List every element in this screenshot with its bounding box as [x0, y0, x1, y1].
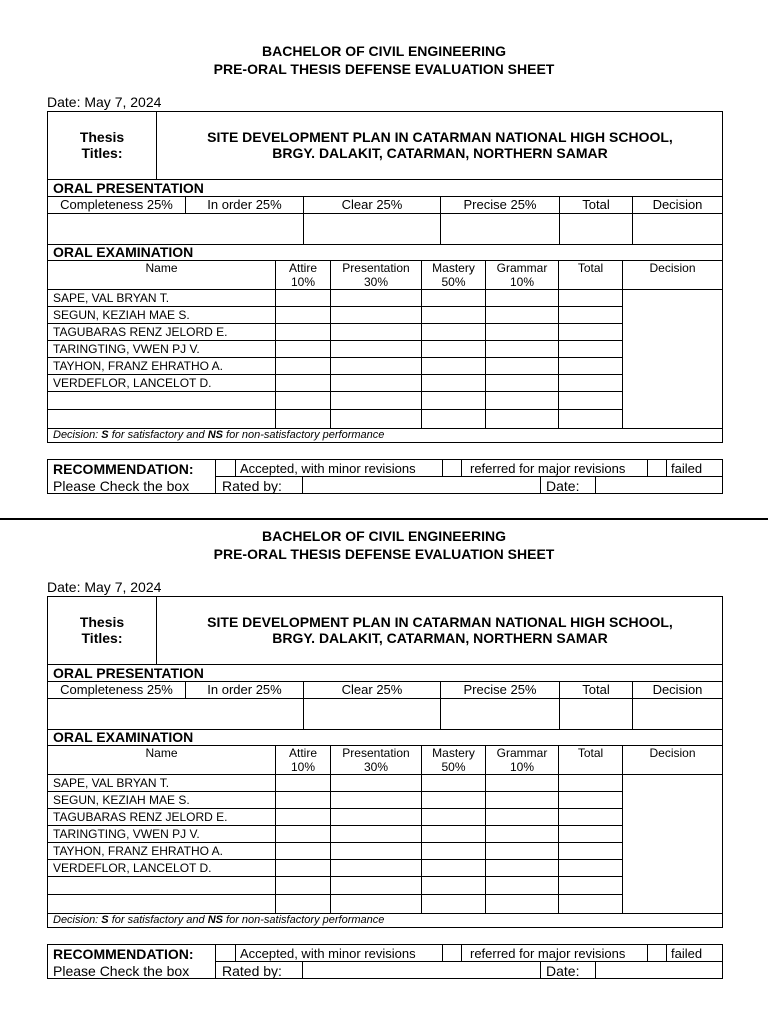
recommendation-label: RECOMMENDATION:: [53, 946, 194, 962]
checkbox-major-revisions[interactable]: [443, 460, 461, 476]
student-name: TARINGTING, VWEN PJ V.: [53, 827, 200, 841]
recommendation-table: [47, 944, 723, 979]
col-completeness: Completeness 25%: [60, 197, 173, 212]
oral-examination-heading: ORAL EXAMINATION: [53, 244, 194, 260]
student-name: TAYHON, FRANZ EHRATHO A.: [53, 359, 224, 373]
student-name: TARINGTING, VWEN PJ V.: [53, 342, 200, 356]
col-grammar: Grammar: [496, 261, 548, 275]
student-name: TAYHON, FRANZ EHRATHO A.: [53, 844, 224, 858]
sheet-heading-program: BACHELOR OF CIVIL ENGINEERING: [262, 528, 506, 544]
option-major-revisions: referred for major revisions: [470, 946, 626, 961]
col-exam-total: Total: [577, 746, 604, 760]
rec-date-label: Date:: [546, 963, 580, 979]
col-attire: Attire: [288, 261, 317, 275]
checkbox-minor-revisions[interactable]: [216, 945, 235, 961]
col-mastery-pct: 50%: [441, 760, 466, 774]
col-exam-decision: Decision: [649, 261, 696, 275]
thesis-title-2: BRGY. DALAKIT, CATARMAN, NORTHERN SAMAR: [272, 145, 608, 161]
option-minor-revisions: Accepted, with minor revisions: [240, 461, 416, 476]
thesis-title: SITE DEVELOPMENT PLAN IN CATARMAN NATIONAL HIGH SCHOOL,: [207, 614, 673, 630]
student-name: VERDEFLOR, LANCELOT D.: [53, 861, 212, 875]
recommendation-label: RECOMMENDATION:: [53, 461, 194, 477]
option-failed: failed: [671, 946, 703, 961]
oral-presentation-heading: ORAL PRESENTATION: [53, 180, 204, 196]
page-separator: [0, 518, 768, 520]
date-label: Date: May 7, 2024: [47, 579, 162, 595]
date-label: Date: May 7, 2024: [47, 94, 162, 110]
col-presentation: Presentation: [342, 746, 410, 760]
evaluation-sheet-2: [0, 525, 768, 1005]
check-instruction: Please Check the box: [53, 963, 190, 979]
thesis-label: Thesis: [79, 129, 125, 145]
col-in-order: In order 25%: [207, 682, 282, 697]
col-presentation: Presentation: [342, 261, 410, 275]
col-exam-decision: Decision: [649, 746, 696, 760]
col-in-order: In order 25%: [207, 197, 282, 212]
oral-examination-heading: ORAL EXAMINATION: [53, 729, 194, 745]
student-name: TAGUBARAS RENZ JELORD E.: [53, 325, 228, 339]
col-name: Name: [145, 261, 178, 275]
rated-by-field[interactable]: [303, 477, 540, 493]
sheet-heading-program: BACHELOR OF CIVIL ENGINEERING: [262, 43, 506, 59]
checkbox-minor-revisions[interactable]: [216, 460, 235, 476]
rated-by-label: Rated by:: [222, 478, 282, 494]
evaluation-table: [47, 111, 723, 443]
thesis-title-2: BRGY. DALAKIT, CATARMAN, NORTHERN SAMAR: [272, 630, 608, 646]
col-mastery: Mastery: [432, 746, 475, 760]
decision-note: Decision: S for satisfactory and NS for non-satisfactory performance: [53, 429, 385, 441]
sheet-heading-title: PRE-ORAL THESIS DEFENSE EVALUATION SHEET: [213, 61, 555, 77]
checkbox-failed[interactable]: [648, 945, 666, 961]
col-presentation-pct: 30%: [363, 275, 389, 289]
thesis-label-2: Titles:: [81, 630, 123, 646]
col-attire-pct: 10%: [290, 275, 316, 289]
rated-by-field[interactable]: [303, 962, 540, 978]
checkbox-major-revisions[interactable]: [443, 945, 461, 961]
student-name: TAGUBARAS RENZ JELORD E.: [53, 810, 228, 824]
decision-note: Decision: S for satisfactory and NS for non-satisfactory performance: [53, 914, 385, 926]
col-clear: Clear 25%: [341, 197, 403, 212]
oral-presentation-heading: ORAL PRESENTATION: [53, 665, 204, 681]
col-mastery-pct: 50%: [441, 275, 466, 289]
student-name: SEGUN, KEZIAH MAE S.: [53, 308, 190, 322]
option-minor-revisions: Accepted, with minor revisions: [240, 946, 416, 961]
thesis-label-2: Titles:: [81, 145, 123, 161]
checkbox-failed[interactable]: [648, 460, 666, 476]
rec-date-field[interactable]: [596, 962, 722, 978]
col-precise: Precise 25%: [463, 197, 537, 212]
rated-by-label: Rated by:: [222, 963, 282, 979]
evaluation-sheet-1: [0, 40, 768, 520]
col-attire-pct: 10%: [290, 760, 316, 774]
rec-date-label: Date:: [546, 478, 580, 494]
evaluation-table: [47, 596, 723, 928]
col-total: Total: [582, 197, 610, 212]
option-major-revisions: referred for major revisions: [470, 461, 626, 476]
col-total: Total: [582, 682, 610, 697]
thesis-label: Thesis: [79, 614, 125, 630]
student-name: SAPE, VAL BRYAN T.: [53, 291, 170, 305]
rec-date-field[interactable]: [596, 477, 722, 493]
col-completeness: Completeness 25%: [60, 682, 173, 697]
col-decision: Decision: [652, 197, 703, 212]
col-attire: Attire: [288, 746, 317, 760]
col-name: Name: [145, 746, 178, 760]
col-precise: Precise 25%: [463, 682, 537, 697]
recommendation-table: [47, 459, 723, 494]
thesis-title: SITE DEVELOPMENT PLAN IN CATARMAN NATIONAL HIGH SCHOOL,: [207, 129, 673, 145]
col-decision: Decision: [652, 682, 703, 697]
col-exam-total: Total: [577, 261, 604, 275]
col-grammar-pct: 10%: [509, 275, 535, 289]
col-clear: Clear 25%: [341, 682, 403, 697]
col-grammar-pct: 10%: [509, 760, 535, 774]
student-name: SEGUN, KEZIAH MAE S.: [53, 793, 190, 807]
check-instruction: Please Check the box: [53, 478, 190, 494]
student-name: SAPE, VAL BRYAN T.: [53, 776, 170, 790]
student-name: VERDEFLOR, LANCELOT D.: [53, 376, 212, 390]
col-presentation-pct: 30%: [363, 760, 389, 774]
col-grammar: Grammar: [496, 746, 548, 760]
option-failed: failed: [671, 461, 703, 476]
sheet-heading-title: PRE-ORAL THESIS DEFENSE EVALUATION SHEET: [213, 546, 555, 562]
col-mastery: Mastery: [432, 261, 475, 275]
